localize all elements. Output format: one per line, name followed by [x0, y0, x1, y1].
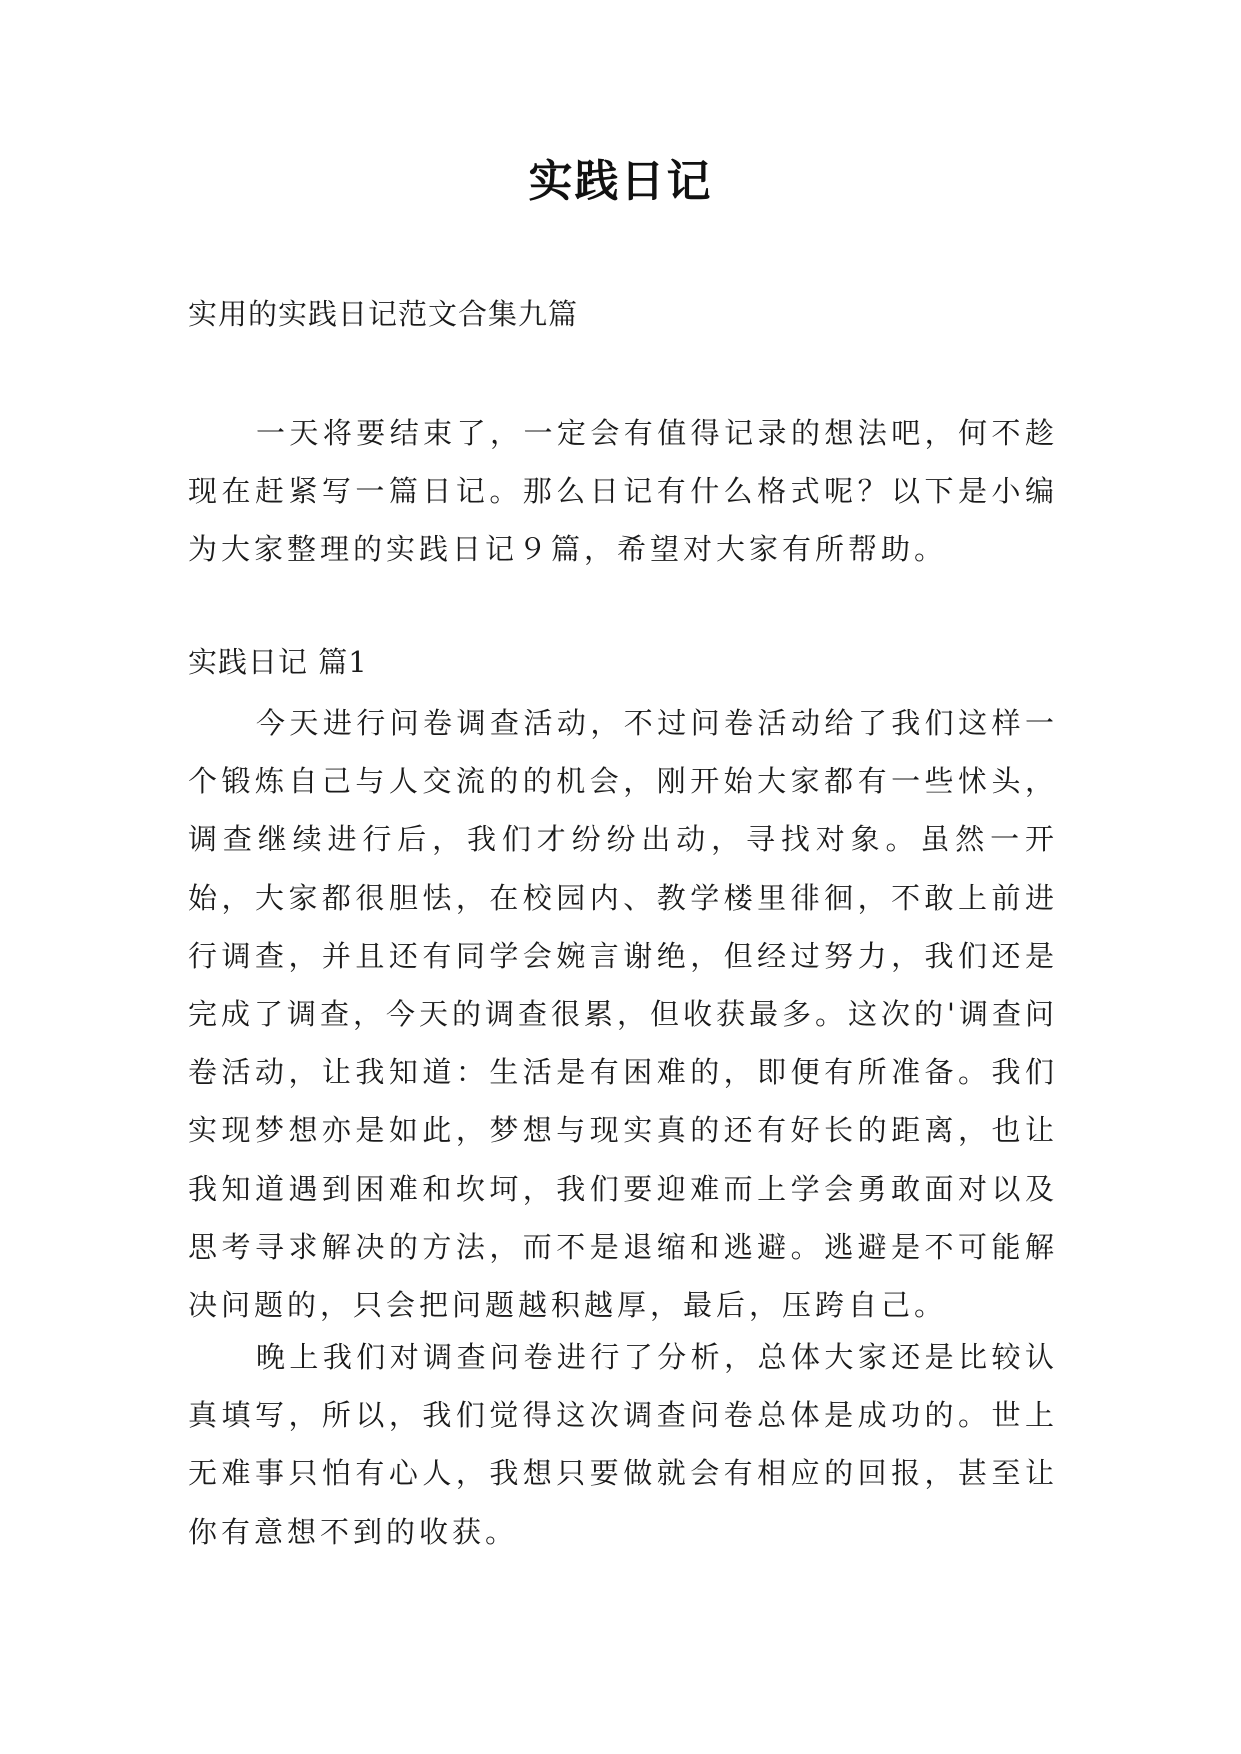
section-heading: 实践日记 篇1 — [188, 645, 368, 679]
body-paragraph: 晚上我们对调查问卷进行了分析，总体大家还是比较认真填写，所以，我们觉得这次调查问卷总体是成功的。世上无难事只怕有心人，我想只要做就会有相应的回报，甚至让你有意想不到的收获。 — [188, 1340, 1058, 1549]
page-title: 实践日记 — [528, 156, 713, 207]
document-subtitle: 实用的实践日记范文合集九篇 — [188, 297, 579, 331]
intro-paragraph: 一天将要结束了，一定会有值得记录的想法吧，何不趁现在赶紧写一篇日记。那么日记有什么格式呢？以下是小编为大家整理的实践日记９篇，希望对大家有所帮助。 — [188, 416, 1058, 566]
body-paragraph: 今天进行问卷调查活动，不过问卷活动给了我们这样一个锻炼自己与人交流的的机会，刚开始大家都有一些怵头，调查继续进行后，我们才纷纷出动，寻找对象。虽然一开始，大家都很胆怯，在校园内、教学楼里徘徊，不敢上前进行调查，并且还有同学会婉言谢绝，但经过努力，我们还是完成了调查，今天的调查很累，但收获最多。这次的'调查问卷活动，让我知道：生活是有困难的，即便有所准备。我们实现梦想亦是如此，梦想与现实真的还有好长的距离，也让我知道遇到困难和坎坷，我们要迎难而上学会勇敢面对以及思考寻求解决的方法，而不是退缩和逃避。逃避是不可能解决问题的，只会把问题越积越厚，最后，压跨自己。 — [188, 706, 1058, 1323]
